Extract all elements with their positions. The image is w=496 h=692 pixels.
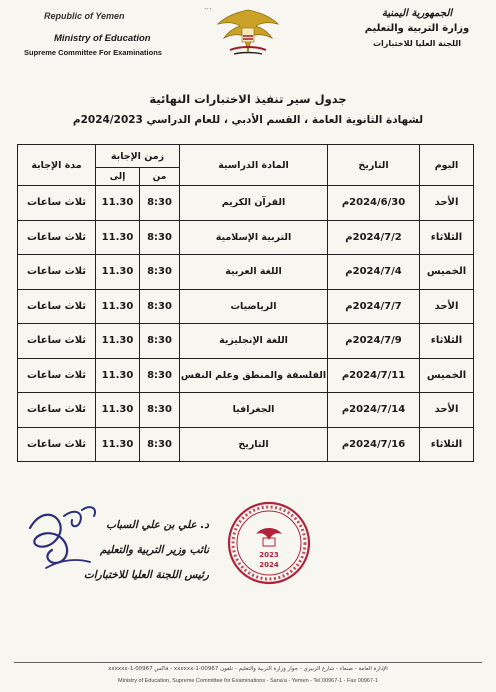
table-row <box>18 393 474 428</box>
cell-day: الثلاثاء <box>420 324 474 359</box>
republic-emblem-icon <box>212 6 284 58</box>
document-title: جدول سير تنفيذ الاختبارات النهائية <box>149 92 347 106</box>
committee-label-ar: اللجنة العليا للاختبارات <box>372 39 462 48</box>
cell-day: الخميس <box>420 358 474 393</box>
cell-duration: ثلاث ساعات <box>18 324 96 359</box>
stamp-year-2: 2024 <box>259 561 279 569</box>
cell-subject: الجغرافيا <box>180 393 328 428</box>
table-body <box>18 186 474 462</box>
cell-end-time: 11.30 <box>96 324 140 359</box>
cell-day: الأحد <box>420 393 474 428</box>
handwritten-note: ... <box>204 2 212 11</box>
ministry-label: Ministry of Education <box>54 33 151 44</box>
cell-date: 2024/7/9م <box>328 324 420 359</box>
document-subtitle: لشهادة الثانوية العامة ، القسم الأدبي ، للعام الدراسي 2024/2023م <box>72 114 424 126</box>
cell-end-time: 11.30 <box>96 393 140 428</box>
signatory-title-1: نائب وزير التربية والتعليم <box>99 544 209 556</box>
table-row <box>18 255 474 290</box>
cell-duration: ثلاث ساعات <box>18 427 96 462</box>
cell-start-time: 8:30 <box>140 427 180 462</box>
cell-end-time: 11.30 <box>96 289 140 324</box>
cell-day: الثلاثاء <box>420 427 474 462</box>
header-duration: مدة الإجابة <box>18 145 96 186</box>
cell-start-time: 8:30 <box>140 220 180 255</box>
header-from: من <box>140 168 180 186</box>
cell-date: 2024/7/14م <box>328 393 420 428</box>
cell-duration: ثلاث ساعات <box>18 220 96 255</box>
table-row <box>18 427 474 462</box>
cell-day: الثلاثاء <box>420 220 474 255</box>
header-subject: المادة الدراسية <box>180 145 328 186</box>
cell-date: 2024/7/11م <box>328 358 420 393</box>
cell-subject: الفلسفة والمنطق وعلم النفس <box>180 358 328 393</box>
cell-end-time: 11.30 <box>96 358 140 393</box>
table-row <box>18 324 474 359</box>
cell-duration: ثلاث ساعات <box>18 255 96 290</box>
header-to: إلى <box>96 168 140 186</box>
cell-day: الأحد <box>420 289 474 324</box>
cell-end-time: 11.30 <box>96 255 140 290</box>
cell-subject: التربية الإسلامية <box>180 220 328 255</box>
cell-start-time: 8:30 <box>140 324 180 359</box>
cell-start-time: 8:30 <box>140 289 180 324</box>
republic-label-ar: الجمهورية اليمنية <box>381 8 453 19</box>
stamp-year-1: 2023 <box>259 551 279 559</box>
cell-date: 2024/7/2م <box>328 220 420 255</box>
footer-english: Ministry of Education, Supreme Committee for Examinations - Sana'a - Yemen - Tel 00967-1 - Fax 00967-1 <box>118 678 378 684</box>
signatory-title-2: رئيس اللجنة العليا للاختبارات <box>83 569 209 581</box>
cell-end-time: 11.30 <box>96 427 140 462</box>
cell-day: الأحد <box>420 186 474 221</box>
cell-date: 2024/7/4م <box>328 255 420 290</box>
cell-start-time: 8:30 <box>140 358 180 393</box>
cell-date: 2024/7/16م <box>328 427 420 462</box>
republic-label: Republic of Yemen <box>44 11 125 21</box>
cell-duration: ثلاث ساعات <box>18 289 96 324</box>
table-row <box>18 358 474 393</box>
table-row <box>18 220 474 255</box>
cell-end-time: 11.30 <box>96 186 140 221</box>
cell-subject: التاريخ <box>180 427 328 462</box>
letterhead-english <box>24 10 194 59</box>
header-date: التاريخ <box>328 145 420 186</box>
cell-end-time: 11.30 <box>96 220 140 255</box>
cell-start-time: 8:30 <box>140 186 180 221</box>
cell-duration: ثلاث ساعات <box>18 393 96 428</box>
footer-arabic: الإدارة العامة - صنعاء - شارع الزبيري - جوار وزارة التربية والتعليم - تلفون 00967-1-xxxxxx - فاكس 00967-1-xxxxxx <box>108 666 388 672</box>
cell-subject: القرآن الكريم <box>180 186 328 221</box>
cell-day: الخميس <box>420 255 474 290</box>
cell-duration: ثلاث ساعات <box>18 358 96 393</box>
table-header-row <box>18 145 474 168</box>
ministry-label-ar: وزارة التربية والتعليم <box>364 23 470 34</box>
committee-label: Supreme Committee For Examinations <box>24 48 162 57</box>
cell-date: 2024/6/30م <box>328 186 420 221</box>
footer-divider <box>14 662 482 663</box>
table-row <box>18 186 474 221</box>
cell-duration: ثلاث ساعات <box>18 186 96 221</box>
cell-start-time: 8:30 <box>140 255 180 290</box>
cell-subject: الرياضيات <box>180 289 328 324</box>
letterhead-arabic <box>352 6 482 51</box>
table-row <box>18 289 474 324</box>
cell-start-time: 8:30 <box>140 393 180 428</box>
cell-subject: اللغة الإنجليزية <box>180 324 328 359</box>
cell-subject: اللغة العربية <box>180 255 328 290</box>
handwritten-signature <box>20 498 110 576</box>
header-day: اليوم <box>420 145 474 186</box>
signatory-name: د. علي بن علي السباب <box>106 519 209 531</box>
cell-date: 2024/7/7م <box>328 289 420 324</box>
header-time: زمن الإجابة <box>96 145 180 168</box>
official-stamp <box>226 500 312 586</box>
exam-schedule-table <box>17 144 474 462</box>
